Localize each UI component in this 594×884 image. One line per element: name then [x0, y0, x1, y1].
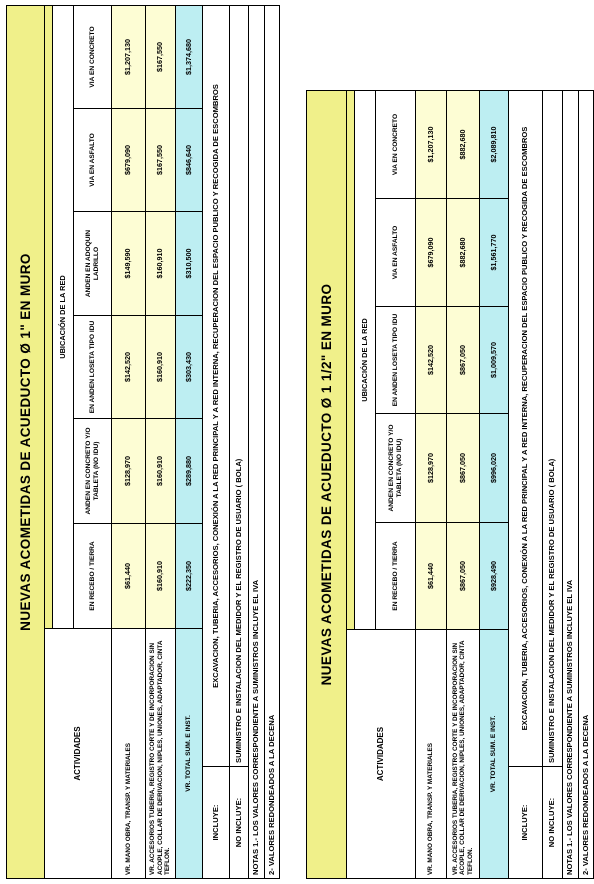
no-incluye-text: SUMINISTRO E INSTALACION DEL MEDIDOR Y EL REGISTRO DE USUARIO ( BOLA) — [230, 5, 249, 766]
cell-value: $882,680 — [447, 90, 480, 198]
cell-value: $1,207,130 — [112, 5, 146, 108]
cell-value: $149,590 — [112, 212, 146, 316]
no-incluye-text: SUMINISTRO E INSTALACION DEL MEDIDOR Y EL REGISTRO DE USUARIO ( BOLA) — [543, 90, 563, 766]
total-label: VR. TOTAL SUM. E INST. — [176, 629, 203, 879]
cell-value: $142,520 — [112, 316, 146, 419]
ubicacion-header: UBICACIÓN DE LA RED — [355, 90, 376, 629]
cell-value: $128,970 — [112, 419, 146, 524]
table-acometida-1in — [6, 5, 280, 879]
nota-2: 2- VALORES REDONDEADOS A LA DECENA — [579, 90, 594, 878]
cell-value: $167,550 — [146, 109, 176, 212]
nota-2: 2- VALORES REDONDEADOS A LA DECENA — [265, 5, 280, 878]
row-label: VR. ACCESORIOS TUBERIA, REGISTRO CORTE Y DE INCORPORACION SIN ACOPLE, COLLAR DE DERIVACION, NIPLES, UNIONES, ADAPTADOR, CINTA TEFLON. — [447, 630, 480, 879]
header-band — [45, 5, 53, 628]
no-incluye-label: NO INCLUYE: — [543, 767, 563, 879]
nota-1: NOTAS 1.- LOS VALORES CORRESPONDIENTE A SUMINISTROS INCLUYE EL IVA — [563, 90, 579, 878]
total-value: $1,374,680 — [176, 5, 203, 108]
cell-value: $61,440 — [112, 524, 146, 629]
cell-value: $1,207,130 — [416, 90, 447, 198]
incluye-label: INCLUYE: — [203, 767, 230, 879]
total-value: $289,880 — [176, 419, 203, 524]
column-header: VIA EN CONCRETO — [74, 5, 112, 108]
cell-value: $867,050 — [447, 523, 480, 630]
cell-value: $160,910 — [146, 212, 176, 316]
column-header: ANDEN EN CONCRETO Y/O TABLETA (NO IDU) — [376, 414, 416, 523]
cell-value: $882,680 — [447, 199, 480, 307]
total-value: $222,350 — [176, 524, 203, 629]
cell-value: $867,050 — [447, 414, 480, 523]
row-label: VR. MANO OBRA, TRANSP. Y MATERIALES — [416, 630, 447, 879]
incluye-label: INCLUYE: — [509, 767, 543, 879]
cell-value: $679,090 — [416, 199, 447, 307]
table-acometida-1-5in — [306, 90, 594, 879]
column-header: ANDEN EN ADOQUIN LADRILLO — [74, 212, 112, 316]
total-label: VR. TOTAL SUM. E INST. — [480, 630, 509, 879]
cell-value: $160,910 — [146, 316, 176, 419]
no-incluye-label: NO INCLUYE: — [230, 767, 249, 879]
total-value: $1,561,770 — [480, 199, 509, 307]
column-header: EN RECEBO / TIERRA — [376, 523, 416, 630]
incluye-text: EXCAVACION, TUBERIA, ACCESORIOS, CONEXIÓN A LA RED PRINCIPAL Y A RED INTERNA, RECUPERACION DEL ESPACIO PUBLICO Y RECOGIDA DE ESCOMBROS — [203, 5, 230, 766]
cell-value: $160,910 — [146, 524, 176, 629]
row-label: VR. ACCESORIOS TUBERIA, REGISTRO CORTE Y DE INCORPORACION SIN ACOPLE, COLLAR DE DERIVACION, NIPLES, UNIONES, ADAPTADOR, CINTA TEFLON. — [146, 629, 176, 879]
cell-value: $128,970 — [416, 414, 447, 523]
total-value: $2,089,810 — [480, 90, 509, 198]
column-header: EN ANDEN LOSETA TIPO IDU — [74, 316, 112, 419]
column-header: EN ANDEN LOSETA TIPO IDU — [376, 307, 416, 414]
total-value: $996,020 — [480, 414, 509, 523]
incluye-text: EXCAVACION, TUBERIA, ACCESORIOS, CONEXIÓN A LA RED PRINCIPAL Y A RED INTERNA, RECUPERACION DEL ESPACIO PUBLICO Y RECOGIDA DE ESCOMBROS — [509, 90, 543, 766]
column-header: VIA EN ASFALTO — [376, 199, 416, 307]
column-header: VIA EN ASFALTO — [74, 109, 112, 212]
cell-value: $679,090 — [112, 109, 146, 212]
cell-value: $867,050 — [447, 307, 480, 414]
cell-value: $160,910 — [146, 419, 176, 524]
total-value: $928,490 — [480, 523, 509, 630]
cell-value: $61,440 — [416, 523, 447, 630]
table-title: NUEVAS ACOMETIDAS DE ACUEDUCTO Ø 1" EN MURO — [7, 5, 45, 878]
column-header: EN RECEBO / TIERRA — [74, 524, 112, 629]
cell-value: $167,550 — [146, 5, 176, 108]
row-label: VR. MANO OBRA, TRANSP. Y MATERIALES — [112, 629, 146, 879]
column-header: ANDEN EN CONCRETO Y/O TABLETA (NO IDU) — [74, 419, 112, 524]
table-title: NUEVAS ACOMETIDAS DE ACUEDUCTO Ø 1 1/2" EN MURO — [307, 90, 347, 878]
ubicacion-header: UBICACIÓN DE LA RED — [53, 5, 74, 628]
column-header: VIA EN CONCRETO — [376, 90, 416, 198]
total-value: $1,009,570 — [480, 307, 509, 414]
actividades-header: ACTIVIDADES — [347, 630, 416, 879]
total-value: $846,640 — [176, 109, 203, 212]
cell-value: $142,520 — [416, 307, 447, 414]
total-value: $310,500 — [176, 212, 203, 316]
actividades-header: ACTIVIDADES — [45, 629, 112, 879]
total-value: $303,430 — [176, 316, 203, 419]
nota-1: NOTAS 1.- LOS VALORES CORRESPONDIENTE A SUMINISTROS INCLUYE EL IVA — [249, 5, 265, 878]
header-band — [347, 90, 355, 629]
